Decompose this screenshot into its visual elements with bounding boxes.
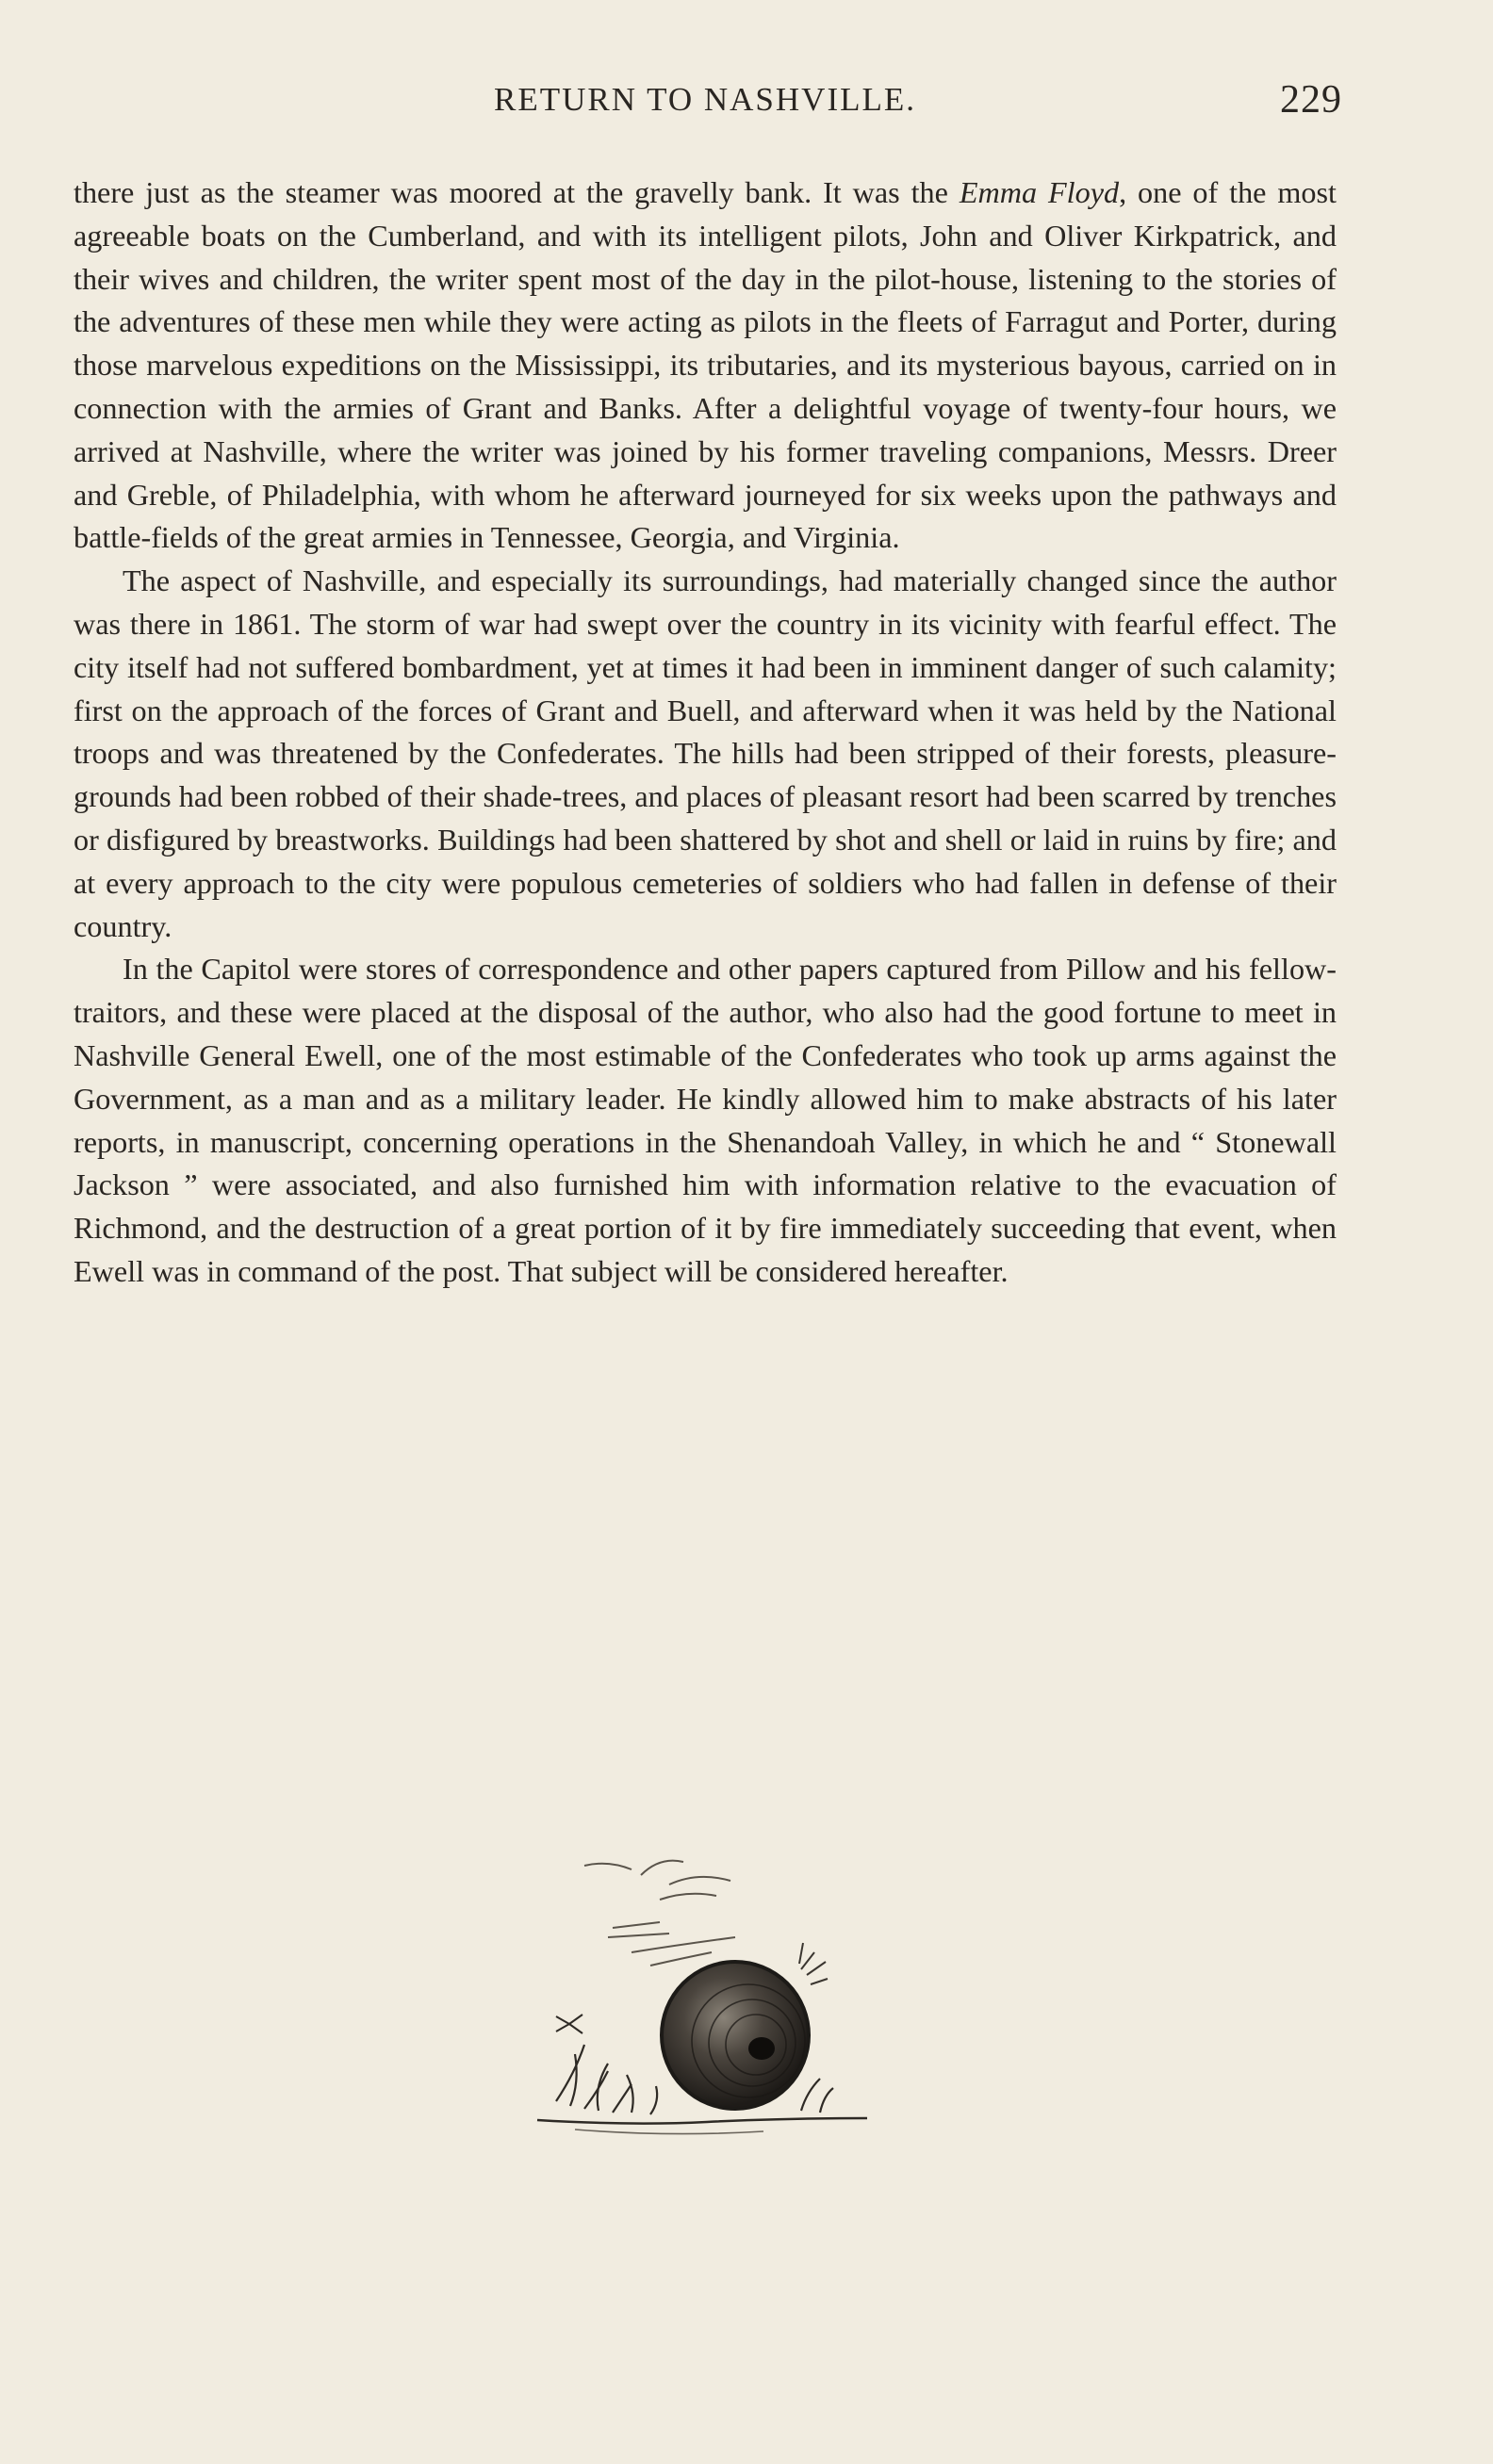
boat-name: Emma Floyd — [959, 175, 1120, 209]
running-title: RETURN TO NASHVILLE. — [493, 81, 916, 118]
paragraph-1-rest: , one of the most agreeable boats on the Cumberland, and with its intelligent pilots, John and Oliver Kirkpatrick, and their wives and children, the writer spent most of the day in the pilot-house, listening to the stories of the adventures of these men while they were acting as pilots in the fleets of Farragut and Porter, during those marvelous expeditions on the Mississippi, its tributaries, and its mysterious bayous, carried on in connection with the armies of Grant and Banks. After a delightful voyage of twenty-four hours, we arrived at Nashville, where the writer was joined by his former traveling companions, Messrs. Dreer and Greble, of Philadelphia, with whom he afterward journeyed for six weeks upon the pathways and battle-fields of the great armies in Tennessee, Georgia, and Virginia. — [74, 175, 1337, 555]
running-header — [74, 73, 1342, 130]
paragraph-1 — [74, 171, 1337, 560]
page-number: 229 — [1280, 78, 1342, 122]
paragraph-1-lead: there just as the steamer was moored at the gravelly bank. It was the — [74, 175, 960, 209]
paragraph-2: The aspect of Nashville, and especially its surroundings, had materially changed since the author was there in 1861. The storm of war had swept over the country in its vicinity with fearful effect. The city itself had not suffered bombardment, yet at times it had been in imminent danger of such calamity; first on the approach of the forces of Grant and Buell, and afterward when it was held by the National troops and was threatened by the Confederates. The hills had been stripped of their forests, pleasure-grounds had been robbed of their shade-trees, and places of pleasant resort had been scarred by trenches or disfigured by breastworks. Buildings had been shattered by shot and shell or laid in ruins by fire; and at every approach to the city were populous cemeteries of soldiers who had fallen in defense of their country. — [74, 563, 1337, 943]
book-page — [74, 73, 1342, 1294]
body-text — [74, 171, 1337, 1294]
paragraph-3: In the Capitol were stores of correspondence and other papers captured from Pillow and his fellow-traitors, and these were placed at the disposal of the author, who also had the good fortune to meet in Nashville General Ewell, one of the most estimable of the Confederates who took up arms against the Government, as a man and as a military leader. He kindly allowed him to make abstracts of his later reports, in manuscript, concerning operations in the Shenandoah Valley, in which he and “ Stonewall Jackson ” were associated, and also furnished him with information relative to the evacuation of Richmond, and the destruction of a great portion of it by fire immediately succeeding that event, when Ewell was in command of the post. That subject will be considered hereafter. — [74, 952, 1337, 1288]
cannonball-in-grass-icon — [518, 1847, 877, 2148]
